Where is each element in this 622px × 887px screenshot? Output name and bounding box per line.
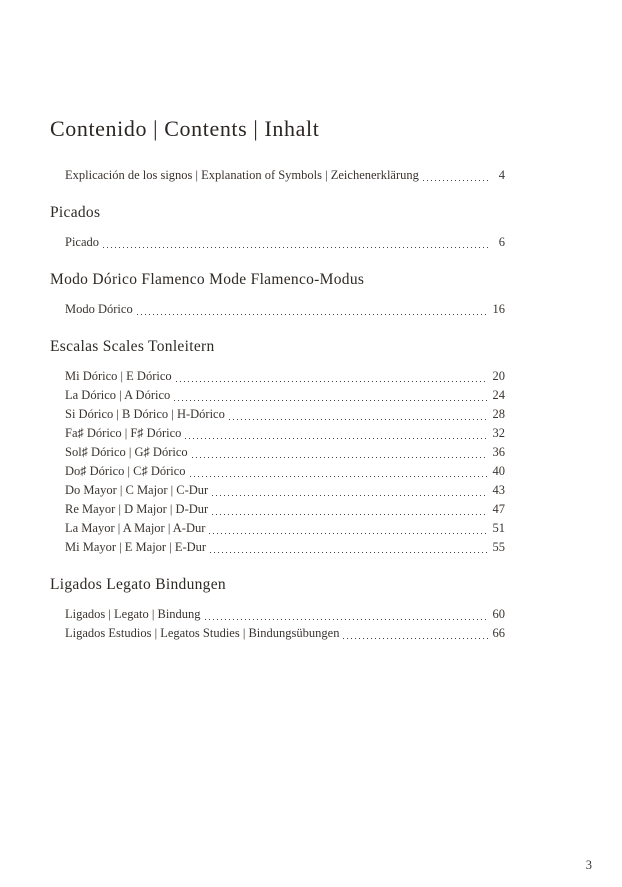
dotted-leader — [137, 314, 488, 315]
toc-entry — [50, 233, 505, 252]
toc-entry-label: Fa♯ Dórico | F♯ Dórico — [65, 426, 182, 440]
toc-entry-page: 36 — [492, 445, 505, 459]
toc-entry — [50, 386, 505, 405]
toc-entry — [50, 605, 505, 624]
dotted-leader — [209, 533, 488, 534]
dotted-leader — [229, 419, 488, 420]
toc-entry-page: 51 — [492, 521, 505, 535]
toc-entry-label: Ligados | Legato | Bindung — [65, 607, 201, 621]
toc-entry — [50, 624, 505, 643]
toc-entry-label: Modo Dórico — [65, 302, 133, 316]
toc-entry-label: Mi Mayor | E Major | E-Dur — [65, 540, 207, 554]
toc-entry — [50, 443, 505, 462]
toc-entry-label: La Mayor | A Major | A-Dur — [65, 521, 206, 535]
toc-entry — [50, 166, 505, 185]
dotted-leader — [205, 619, 488, 620]
section-heading: Picados — [50, 204, 101, 221]
dotted-leader — [176, 381, 488, 382]
toc-entry — [50, 462, 505, 481]
toc-entry-label: Ligados Estudios | Legatos Studies | Bindungsübungen — [65, 626, 340, 640]
dotted-leader — [423, 180, 488, 181]
toc-entry — [50, 367, 505, 386]
dotted-leader — [174, 400, 488, 401]
toc-entry-label: Re Mayor | D Major | D-Dur — [65, 502, 209, 516]
toc-entry — [50, 481, 505, 500]
toc-entry-label: La Dórico | A Dórico — [65, 388, 171, 402]
toc-section — [50, 338, 505, 557]
page-title: Contenido | Contents | Inhalt — [50, 116, 320, 141]
toc-entry-page: 20 — [492, 369, 505, 383]
toc-section — [50, 271, 505, 319]
toc-entry-page: 60 — [492, 607, 505, 621]
toc-entry-page: 24 — [492, 388, 505, 402]
toc-entry — [50, 519, 505, 538]
toc-entry-page: 6 — [498, 235, 505, 249]
dotted-leader — [103, 247, 488, 248]
toc-entry — [50, 538, 505, 557]
toc-entry-label: Sol♯ Dórico | G♯ Dórico — [65, 445, 188, 459]
page-number: 3 — [585, 858, 592, 872]
toc-entry-page: 40 — [492, 464, 505, 478]
toc-section — [50, 576, 505, 643]
dotted-leader — [212, 514, 488, 515]
toc-section — [50, 204, 505, 252]
dotted-leader — [185, 438, 488, 439]
toc-entry — [50, 300, 505, 319]
toc-entry-page: 28 — [492, 407, 505, 421]
toc-entry-page: 43 — [492, 483, 505, 497]
toc-entry-label: Explicación de los signos | Explanation of Symbols | Zeichenerklärung — [65, 168, 419, 182]
dotted-leader — [210, 552, 488, 553]
toc-entry — [50, 500, 505, 519]
toc-entry-label: Si Dórico | B Dórico | H-Dórico — [65, 407, 225, 421]
toc-entry — [50, 424, 505, 443]
toc-entry-page: 55 — [492, 540, 505, 554]
section-heading: Escalas Scales Tonleitern — [50, 338, 215, 355]
dotted-leader — [190, 476, 488, 477]
table-of-contents — [50, 166, 505, 643]
toc-entry-label: Picado — [65, 235, 100, 249]
toc-entry-label: Do♯ Dórico | C♯ Dórico — [65, 464, 186, 478]
dotted-leader — [212, 495, 488, 496]
toc-entry-page: 47 — [492, 502, 505, 516]
toc-entry-page: 16 — [492, 302, 505, 316]
dotted-leader — [192, 457, 488, 458]
toc-entry-page: 32 — [492, 426, 505, 440]
toc-entry-page: 66 — [492, 626, 505, 640]
toc-section — [50, 166, 505, 185]
toc-entry-label: Do Mayor | C Major | C-Dur — [65, 483, 209, 497]
section-heading: Modo Dórico Flamenco Mode Flamenco-Modus — [50, 271, 365, 288]
toc-entry — [50, 405, 505, 424]
dotted-leader — [343, 638, 488, 639]
toc-entry-label: Mi Dórico | E Dórico — [65, 369, 172, 383]
section-heading: Ligados Legato Bindungen — [50, 576, 226, 593]
toc-entry-page: 4 — [498, 168, 505, 182]
